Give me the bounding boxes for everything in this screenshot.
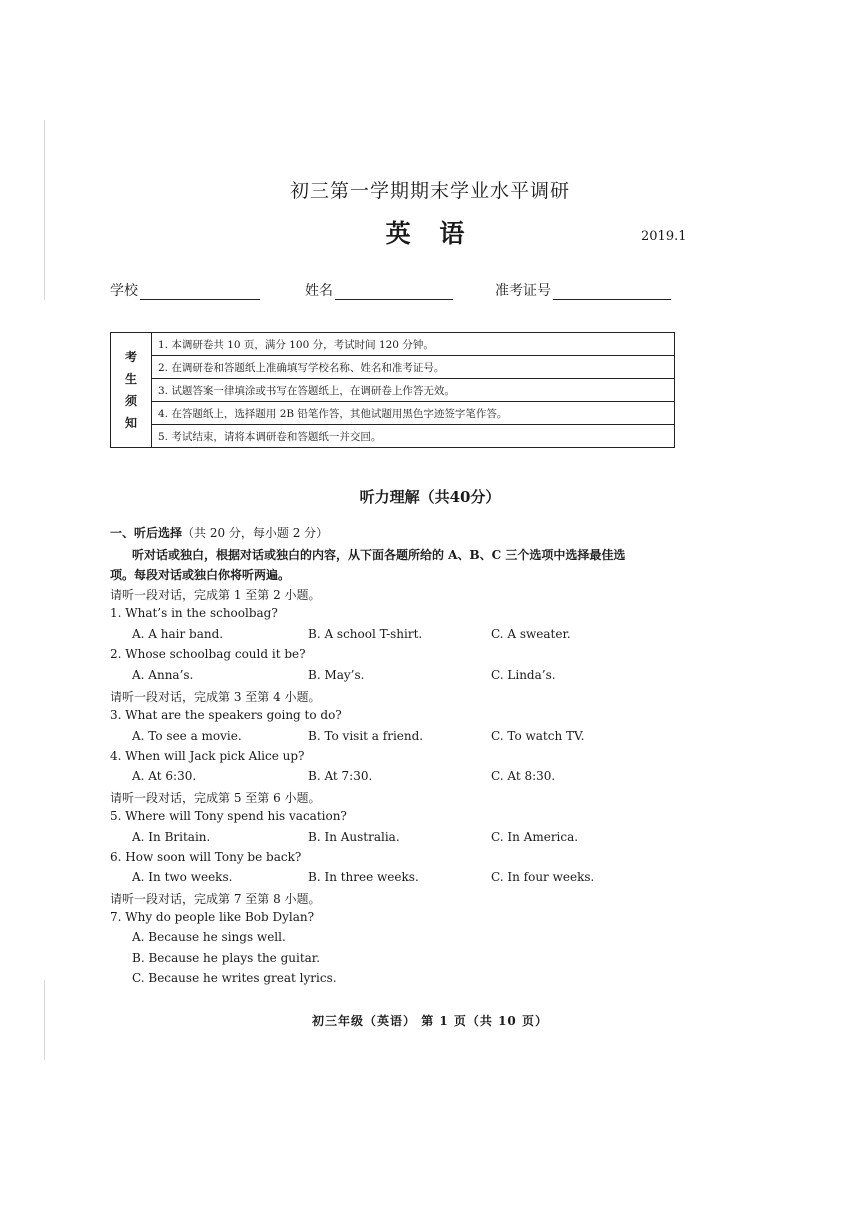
question-6-option-c: C. In four weeks. [491,870,595,884]
part-heading-title: 一、听后选择 [110,526,183,540]
question-7-option-c: C. Because he writes great lyrics. [132,971,337,985]
question-3-option-c: C. To watch TV. [491,729,585,743]
question-2-option-b: B. May’s. [308,668,365,682]
notice-item: 2. 在调研卷和答题纸上准确填写学校名称、姓名和准考证号。 [152,356,674,379]
question-7-stem: 7. Why do people like Bob Dylan? [110,910,315,924]
question-2-option-a: A. Anna’s. [132,668,194,682]
question-4-option-c: C. At 8:30. [491,769,556,783]
school-label: 学校 [110,283,138,299]
exam-id-blank[interactable] [553,283,671,300]
notice-items [152,333,674,447]
question-1-option-a: A. A hair band. [132,627,224,641]
question-7-option-a: A. Because he sings well. [132,930,286,944]
notice-label-char: 须 [124,394,137,408]
question-5-stem: 5. Where will Tony spend his vacation? [110,809,347,823]
question-2-stem: 2. Whose schoolbag could it be? [110,647,306,661]
notice-item: 4. 在答题纸上，选择题用 2B 铅笔作答，其他试题用黑色字迹签字笔作答。 [152,402,674,425]
question-5-option-a: A. In Britain. [132,830,211,844]
question-3-option-a: A. To see a movie. [132,729,242,743]
question-3-option-b: B. To visit a friend. [308,729,424,743]
part-heading [110,524,328,541]
page-footer: 初三年级（英语） 第 1 页（共 10 页） [312,1014,548,1028]
question-5-option-b: B. In Australia. [308,830,400,844]
notice-item: 5. 考试结束，请将本调研卷和答题纸一并交回。 [158,430,382,443]
notice-label-char: 知 [124,416,137,430]
section-title: 听力理解（共40分） [359,488,501,506]
question-5-option-c: C. In America. [491,830,579,844]
direction-line: 请听一段对话，完成第 1 至第 2 小题。 [110,588,321,602]
name-field[interactable] [305,280,453,300]
question-6-option-a: A. In two weeks. [132,870,233,884]
name-blank[interactable] [335,283,453,300]
notice-label-char: 生 [124,372,137,386]
direction-line: 请听一段对话，完成第 3 至第 4 小题。 [110,690,321,704]
question-1-stem: 1. What’s in the schoolbag? [110,606,278,620]
school-blank[interactable] [140,283,260,300]
direction-line: 请听一段对话，完成第 7 至第 8 小题。 [110,892,321,906]
question-1-option-c: C. A sweater. [491,627,571,641]
notice-item: 1. 本调研卷共 10 页，满分 100 分，考试时间 120 分钟。 [152,333,674,356]
notice-box [110,332,675,448]
question-6-option-b: B. In three weeks. [308,870,419,884]
direction-line: 请听一段对话，完成第 5 至第 6 小题。 [110,791,321,805]
part-heading-score: （共 20 分，每小题 2 分） [182,526,329,540]
question-7-option-b: B. Because he plays the guitar. [132,951,321,965]
instruction-line-2: 项。每段对话或独白你将听两遍。 [110,568,291,582]
notice-item: 3. 试题答案一律填涂或书写在答题纸上，在调研卷上作答无效。 [152,379,674,402]
question-2-option-c: C. Linda’s. [491,668,556,682]
instruction-line-1: 听对话或独白，根据对话或独白的内容，从下面各题所给的 A、B、C 三个选项中选择最佳选 [132,548,626,562]
scan-mark [44,120,45,300]
question-4-stem: 4. When will Jack pick Alice up? [110,749,305,763]
document-subject: 英 语 [385,219,475,248]
exam-id-label: 准考证号 [495,283,551,299]
question-4-option-a: A. At 6:30. [132,769,197,783]
question-6-stem: 6. How soon will Tony be back? [110,850,302,864]
document-date: 2019.1 [641,229,687,244]
name-label: 姓名 [305,283,333,299]
document-title: 初三第一学期期末学业水平调研 [289,180,570,202]
question-1-option-b: B. A school T-shirt. [308,627,423,641]
notice-label-char: 考 [124,350,137,364]
question-3-stem: 3. What are the speakers going to do? [110,708,342,722]
notice-label [111,333,152,447]
exam-id-field[interactable] [495,280,671,300]
school-field[interactable] [110,280,260,300]
question-4-option-b: B. At 7:30. [308,769,373,783]
